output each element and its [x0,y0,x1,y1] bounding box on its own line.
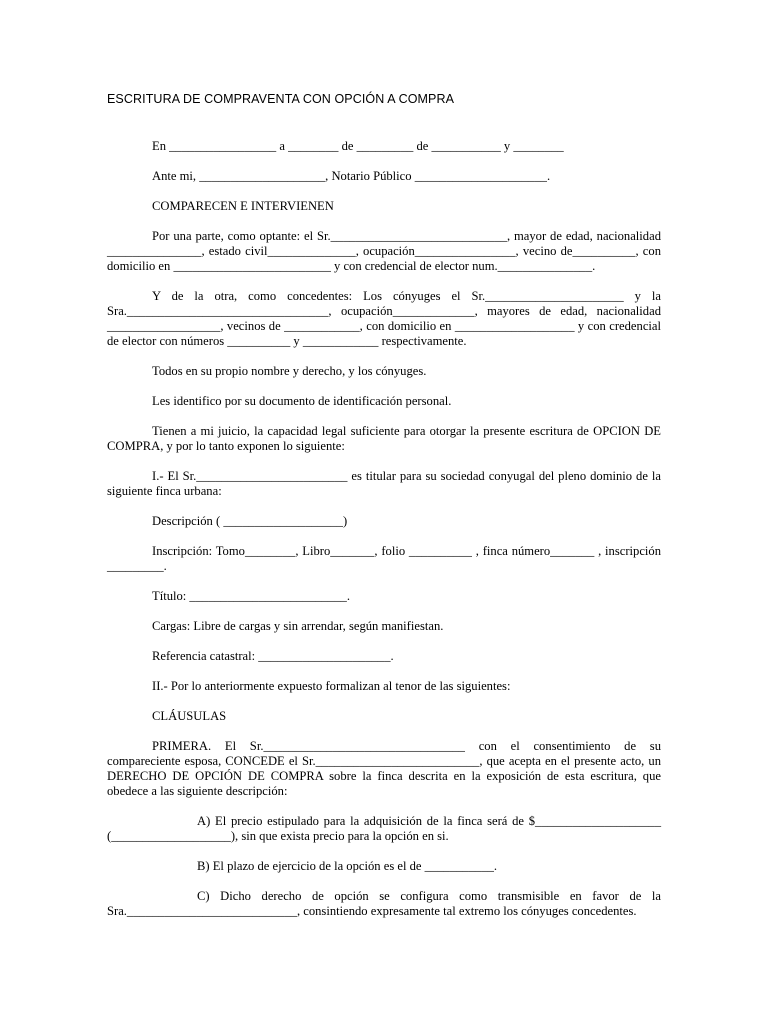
paragraph-cargas: Cargas: Libre de cargas y sin arrendar, según manifiestan. [152,619,444,633]
document-title: ESCRITURA DE COMPRAVENTA CON OPCIÓN A COMPRA [107,92,455,106]
paragraph-capacity: Tienen a mi juicio, la capacidad legal suficiente para otorgar la presente escritura de OPCION DE COMPRA, y por lo tanto exponen lo siguiente: [107,424,661,453]
paragraph-own-name: Todos en su propio nombre y derecho, y los cónyuges. [152,364,427,378]
paragraph-titulo: Título: _________________________. [152,589,351,603]
paragraph-concedentes: Y de la otra, como concedentes: Los cónyuges el Sr.______________________ y la Sra.________________________________, ocupación_____________, mayores de edad, nacionalidad __________________, vecinos de ____________, con domicilio en ___________________ y con credencial de elector con números __________ y ____________ respectivamente. [107,289,661,348]
paragraph-clause-a: A) El precio estipulado para la adquisición de la finca será de $____________________ (___________________), sin que exista precio para la opción en si. [107,814,661,843]
paragraph-titular: I.- El Sr.________________________ es titular para su sociedad conyugal del pleno dominio de la siguiente finca urbana: [107,469,661,498]
document-body [107,139,661,934]
paragraph-notary: Ante mi, ____________________, Notario Público _____________________. [152,169,551,183]
paragraph-place-date: En _________________ a ________ de _________ de ___________ y ________ [152,139,564,153]
paragraph-referencia-catastral: Referencia catastral: _____________________. [152,649,394,663]
paragraph-optante: Por una parte, como optante: el Sr.____________________________, mayor de edad, nacionalidad _______________, estado civil______________, ocupación________________, vecino de__________, con domicilio en _________________________ y con credencial de elector num._______________. [107,229,661,273]
paragraph-formalizan: II.- Por lo anteriormente expuesto formalizan al tenor de las siguientes: [152,679,511,693]
heading-clausulas: CLÁUSULAS [152,709,227,723]
heading-comparecen: COMPARECEN E INTERVIENEN [152,199,334,213]
paragraph-inscripcion: Inscripción: Tomo________, Libro_______, folio __________ , finca número_______ , inscripción _________. [107,544,661,573]
paragraph-identification: Les identifico por su documento de identificación personal. [152,394,452,408]
paragraph-clause-c: C) Dicho derecho de opción se configura como transmisible en favor de la Sra.___________________________, consintiendo expresamente tal extremo los cónyuges concedentes. [107,889,661,918]
paragraph-descripcion: Descripción ( ___________________) [152,514,348,528]
paragraph-primera: PRIMERA. El Sr.________________________________ con el consentimiento de su compareciente esposa, CONCEDE el Sr.__________________________, que acepta en el presente acto, un DERECHO DE OPCIÓN DE COMPRA sobre la finca descrita en la exposición de esta escritura, que obedece a las siguiente descripción: [107,739,661,798]
paragraph-clause-b: B) El plazo de ejercicio de la opción es el de ___________. [197,859,498,873]
